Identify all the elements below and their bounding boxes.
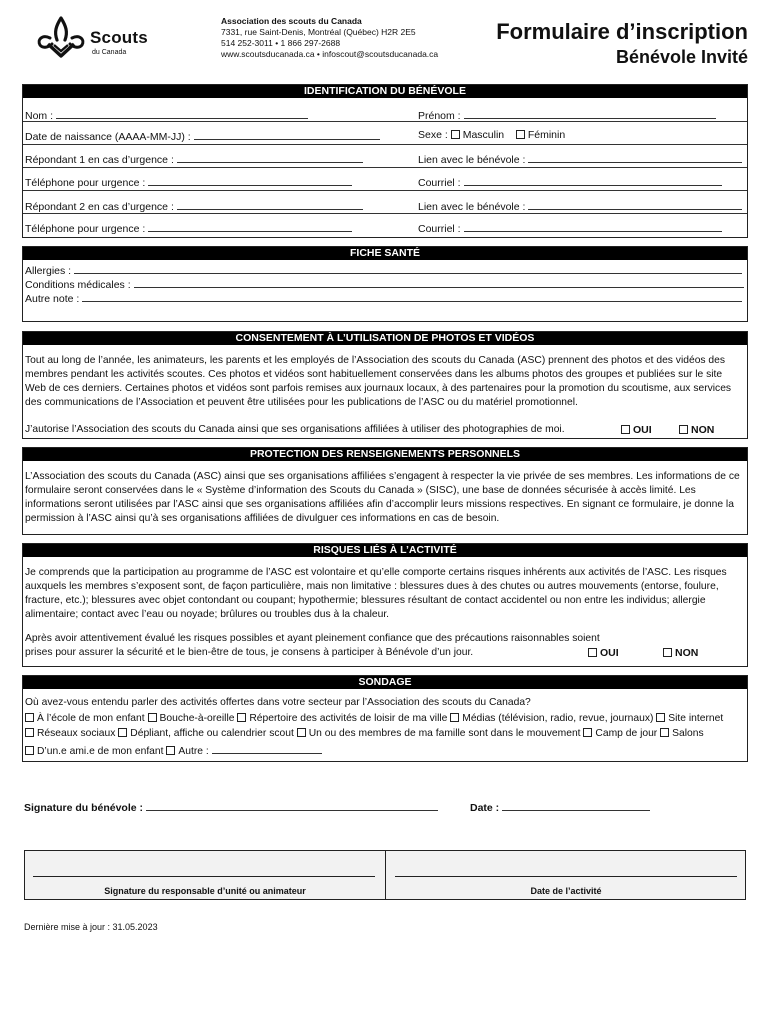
signature-date-label: Date :	[470, 802, 500, 814]
nom-input[interactable]	[56, 108, 308, 119]
responsable-label: Signature du responsable d’unité ou animateur	[104, 886, 306, 896]
protection-text: L’Association des scouts du Canada (ASC) ainsi que ses organisations affiliées s’engagent à respecter la vie privée de ses membres. Les informations de ce formulaire seront conservées dans le « Système d’information des Scouts du Canada » (SISC), une base de données sécurisée à accès limité. Les informations seront utilisées par l’ASC ainsi que ses organisations affiliées afin d’accomplir leurs missions respectives. En signant ce formulaire, je donne la permission à l’ASC ainsi qu’à ses organisations affiliées de divulguer ces informations en cas de besoin.	[25, 471, 740, 524]
option-label: Autre :	[178, 746, 209, 757]
photos-non-option[interactable]	[679, 424, 714, 436]
signature-benevole-label: Signature du bénévole :	[24, 802, 144, 814]
option-label: Bouche-à-oreille	[159, 713, 235, 724]
sante-section	[22, 246, 748, 322]
date-activite-label: Date de l’activité	[530, 886, 602, 896]
lien2-input[interactable]	[528, 199, 742, 210]
sondage-row1	[25, 713, 723, 724]
risques-non-label: NON	[675, 647, 699, 659]
risques-non-option[interactable]	[663, 647, 698, 659]
section-header: IDENTIFICATION DU BÉNÉVOLE	[23, 85, 747, 98]
protection-section	[22, 447, 748, 535]
option-checkbox[interactable]	[25, 728, 34, 737]
option-label: Un ou des membres de ma famille sont dans le mouvement	[308, 728, 581, 739]
date-activite-line[interactable]	[395, 876, 737, 877]
prenom-field[interactable]	[418, 108, 716, 122]
allergies-label: Allergies :	[25, 265, 72, 277]
option-checkbox[interactable]	[148, 713, 157, 722]
feminin-label: Féminin	[527, 129, 566, 141]
autre-label: Autre note :	[25, 293, 80, 305]
tel1-input[interactable]	[148, 175, 352, 186]
allergies-input[interactable]	[74, 263, 742, 274]
signature-benevole-input[interactable]	[146, 800, 438, 811]
lien2-label: Lien avec le bénévole :	[418, 201, 526, 213]
option-checkbox[interactable]	[25, 746, 34, 755]
courriel2-label: Courriel :	[418, 223, 461, 235]
masculin-checkbox[interactable]	[451, 130, 460, 139]
naissance-label: Date de naissance (AAAA-MM-JJ) :	[25, 131, 191, 143]
conditions-label: Conditions médicales :	[25, 279, 131, 291]
option-checkbox[interactable]	[166, 746, 175, 755]
lien2-field[interactable]	[418, 199, 742, 213]
lien1-field[interactable]	[418, 152, 742, 166]
form-title-line1: Formulaire d’inscription	[496, 19, 748, 44]
responsable-table	[24, 850, 746, 900]
repondant1-label: Répondant 1 en cas d’urgence :	[25, 154, 174, 166]
sondage-row3	[25, 743, 322, 757]
option-checkbox[interactable]	[237, 713, 246, 722]
risques-oui-option[interactable]	[588, 647, 619, 659]
photos-oui-checkbox[interactable]	[621, 425, 630, 434]
scouts-logo	[32, 14, 162, 64]
repondant1-field[interactable]	[25, 152, 363, 166]
divider	[23, 213, 747, 214]
divider	[23, 190, 747, 191]
section-header: CONSENTEMENT À L’UTILISATION DE PHOTOS ET VIDÉOS	[23, 332, 747, 345]
tel2-label: Téléphone pour urgence :	[25, 223, 146, 235]
option-label: Répertoire des activités de loisir de ma ville	[249, 713, 448, 724]
tel1-field[interactable]	[25, 175, 352, 189]
logo-brand: Scouts	[90, 28, 148, 47]
option-label: D’un.e ami.e de mon enfant	[37, 746, 164, 757]
option-checkbox[interactable]	[450, 713, 459, 722]
option-label: Médias (télévision, radio, revue, journaux)	[462, 713, 654, 724]
sondage-question: Où avez-vous entendu parler des activités offertes dans votre secteur par l’Association des scouts du Canada?	[25, 697, 531, 708]
logo-subtitle: du Canada	[92, 49, 127, 56]
conditions-field[interactable]	[25, 277, 744, 291]
fleur-de-lis-icon	[32, 14, 90, 64]
photos-oui-option[interactable]	[621, 424, 652, 436]
naissance-input[interactable]	[194, 129, 380, 140]
prenom-label: Prénom :	[418, 110, 461, 122]
nom-field[interactable]	[25, 108, 308, 122]
section-header: PROTECTION DES RENSEIGNEMENTS PERSONNELS	[23, 448, 747, 461]
footer-update: Dernière mise à jour : 31.05.2023	[24, 922, 158, 932]
responsable-signature-line[interactable]	[33, 876, 375, 877]
option-checkbox[interactable]	[660, 728, 669, 737]
autre-source-input[interactable]	[212, 743, 322, 754]
photos-non-checkbox[interactable]	[679, 425, 688, 434]
nom-label: Nom :	[25, 110, 54, 122]
conditions-input[interactable]	[134, 277, 744, 288]
sexe-field	[418, 129, 565, 141]
courriel1-label: Courriel :	[418, 177, 461, 189]
divider	[23, 144, 747, 145]
option-label: Site internet	[668, 713, 724, 724]
risques-text1: Je comprends que la participation au programme de l’ASC est volontaire et qu’elle comporte certains risques inhérents aux activités de l’ASC. Les risques auxquels les membres s’exposent sont, de façon particulière, mais non limitative : blessures dues à des chutes ou autres mouvements (entorse, foulure, fracture, etc.); blessures avec objet contondant ou coupant; hypothermie; blessures résultant de contact accidentel ou non entre les individus; allergie alimentaire; contact avec l’eau ou noyade; brûlures ou troubles dus à la chaleur.	[25, 567, 727, 620]
association-info	[221, 16, 438, 60]
signature-date-input[interactable]	[502, 800, 650, 811]
option-checkbox[interactable]	[297, 728, 306, 737]
photos-oui-label: OUI	[633, 424, 652, 436]
option-checkbox[interactable]	[656, 713, 665, 722]
lien1-input[interactable]	[528, 152, 742, 163]
option-checkbox[interactable]	[118, 728, 127, 737]
sexe-label: Sexe :	[418, 129, 448, 141]
prenom-input[interactable]	[464, 108, 716, 119]
form-title-line2: Bénévole Invité	[615, 47, 748, 67]
autre-field[interactable]	[25, 291, 742, 305]
photos-text: Tout au long de l’année, les animateurs, les parents et les employés de l’Association des scouts du Canada (ASC) prennent des photos et des vidéos des membres pendant les activités scoutes. Ces photos et vidéos sont habituellement conservées dans les albums photos des groupes et publiées sur le site Web de ces derniers. Certaines photos et vidéos sont parfois remises aux journaux locaux, à des partenaires pour la promotion du scoutisme, aux services des communications de l’Association et peuvent être utilisées pour les publications de l’ASC ou du matériel promotionnel.	[25, 355, 732, 408]
divider	[23, 167, 747, 168]
repondant2-label: Répondant 2 en cas d’urgence :	[25, 201, 174, 213]
repondant2-input[interactable]	[177, 199, 363, 210]
risques-text2: Après avoir attentivement évalué les risques possibles et ayant pleinement confiance que des précautions raisonnables soient prises pour assurer la sécurité et le bien-être de tous, je consens à participer à Bénévole d’un jour.	[25, 633, 600, 658]
risques-section	[22, 543, 748, 667]
option-checkbox[interactable]	[25, 713, 34, 722]
option-label: Réseaux sociaux	[37, 728, 116, 739]
risques-non-checkbox[interactable]	[663, 648, 672, 657]
risques-oui-checkbox[interactable]	[588, 648, 597, 657]
lien1-label: Lien avec le bénévole :	[418, 154, 526, 166]
photos-autorise: J’autorise l’Association des scouts du Canada ainsi que ses organisations affiliées à utiliser des photographies de moi.	[25, 424, 565, 435]
sondage-row2	[25, 728, 704, 739]
option-checkbox[interactable]	[583, 728, 592, 737]
form-title	[496, 18, 748, 69]
option-label: Camp de jour	[595, 728, 658, 739]
section-header: SONDAGE	[23, 676, 747, 689]
divider	[23, 121, 747, 122]
photos-non-label: NON	[691, 424, 715, 436]
section-header: FICHE SANTÉ	[23, 247, 747, 260]
photos-section	[22, 331, 748, 439]
courriel1-input[interactable]	[464, 175, 722, 186]
autre-input[interactable]	[82, 291, 742, 302]
repondant1-input[interactable]	[177, 152, 363, 163]
association-web[interactable]: www.scoutsducanada.ca • infoscout@scoutsducanada.ca	[221, 49, 439, 59]
option-label: À l’école de mon enfant	[37, 713, 145, 724]
tel1-label: Téléphone pour urgence :	[25, 177, 146, 189]
sondage-section	[22, 675, 748, 762]
masculin-label: Masculin	[462, 129, 505, 141]
option-label: Salons	[672, 728, 704, 739]
association-phones: 514 252-3011 • 1 866 297-2688	[221, 38, 341, 48]
identification-section	[22, 84, 748, 238]
section-header: RISQUES LIÉS À L’ACTIVITÉ	[23, 544, 747, 557]
courriel2-field[interactable]	[418, 221, 722, 235]
signature-benevole-field[interactable]	[24, 800, 438, 814]
association-address: 7331, rue Saint-Denis, Montréal (Québec) H2R 2E5	[221, 27, 416, 37]
risques-oui-label: OUI	[600, 647, 619, 659]
courriel2-input[interactable]	[464, 221, 722, 232]
signature-date-field[interactable]	[470, 800, 650, 814]
courriel1-field[interactable]	[418, 175, 722, 189]
naissance-field[interactable]	[25, 129, 380, 143]
association-name: Association des scouts du Canada	[221, 16, 362, 26]
tel2-input[interactable]	[148, 221, 352, 232]
repondant2-field[interactable]	[25, 199, 363, 213]
option-label: Dépliant, affiche ou calendrier scout	[130, 728, 294, 739]
tel2-field[interactable]	[25, 221, 352, 235]
feminin-checkbox[interactable]	[516, 130, 525, 139]
allergies-field[interactable]	[25, 263, 742, 277]
